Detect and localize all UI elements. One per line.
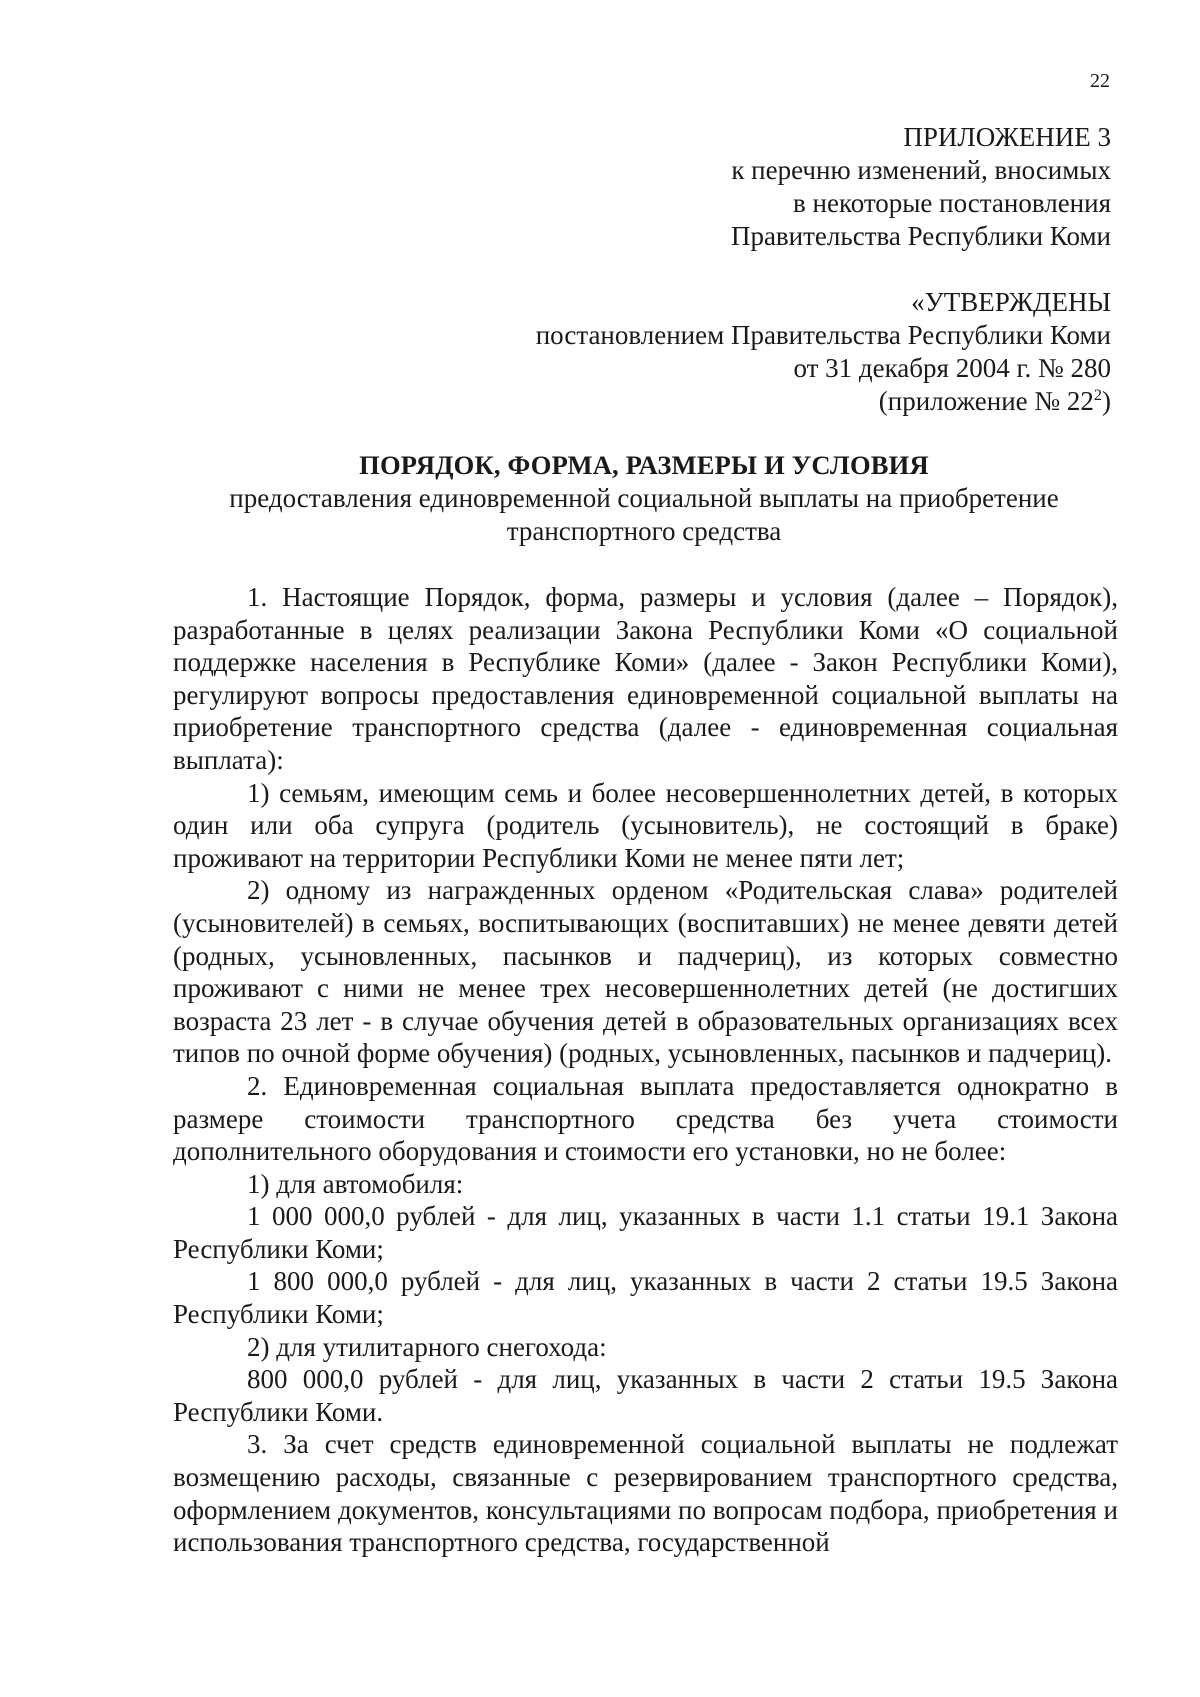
annex-line: к перечню изменений, вносимых [731,155,1111,185]
paragraph: 3. За счет средств единовременной социальной выплаты не подлежат возмещению расходы, связанные с резервированием транспортного средства, оформлением документов, консультациями по вопросам подбора, приобретения и использования транспортного средства, государственной [173,1429,1118,1558]
document-title-block [170,449,1118,548]
document-subtitle: предоставления единовременной социальной выплаты на приобретение [229,483,1059,513]
paragraph: 1) семьям, имеющим семь и более несовершеннолетних детей, в которых один или оба супруга (родитель (усыновитель), не состоящий в браке) проживают на территории Республики Коми не менее пяти лет; [173,777,1118,873]
annex-line: Правительства Республики Коми [730,221,1111,251]
approval-line [536,385,1111,418]
annex-block [731,121,1111,253]
paragraph: 2) одному из награжденных орденом «Родительская слава» родителей (усыновителей) в семьях, воспитывающих (воспитавших) не менее девяти детей (родных, усыновленных, пасынков и падчериц), из которых совместно проживают с ними не менее трех несовершеннолетних детей (не достигших возраста 23 лет - в случае обучения детей в образовательных организациях всех типов по очной форме обучения) (родных, усыновленных, пасынков и падчериц). [173,875,1118,1069]
paragraph: 1 000 000,0 рублей - для лиц, указанных в части 1.1 статьи 19.1 Закона Республики Коми; [173,1201,1118,1264]
approval-block [536,286,1111,418]
approval-line: постановлением Правительства Республики Коми [535,320,1111,350]
document-body [173,581,1118,1559]
annex-title: ПРИЛОЖЕНИЕ 3 [903,122,1111,152]
document-subtitle: транспортного средства [506,516,782,546]
page-number: 22 [1090,70,1110,92]
approval-annex-close: ) [1102,386,1111,416]
approval-line: от 31 декабря 2004 г. № 280 [793,353,1111,383]
paragraph: 1. Настоящие Порядок, форма, размеры и условия (далее – Порядок), разработанные в целях реализации Закона Республики Коми «О социальной поддержке населения в Республике Коми» (далее - Закон Республики Коми), регулируют вопросы предоставления единовременной социальной выплаты на приобретение транспортного средства (далее - единовременная социальная выплата): [173,582,1118,775]
annex-line: в некоторые постановления [793,188,1111,218]
paragraph: 1) для автомобиля: [247,1168,464,1199]
paragraph: 2) для утилитарного снегохода: [247,1331,607,1362]
approval-title: «УТВЕРЖДЕНЫ [911,287,1111,317]
paragraph: 800 000,0 рублей - для лиц, указанных в части 2 статьи 19.5 Закона Республики Коми. [173,1364,1118,1427]
approval-annex-superscript: 2 [1093,386,1102,404]
approval-annex-ref: (приложение № 22 [878,386,1094,416]
paragraph: 2. Единовременная социальная выплата предоставляется однократно в размере стоимости транспортного средства без учета стоимости дополнительного оборудования и стоимости его установки, но не более: [173,1070,1118,1167]
document-title: ПОРЯДОК, ФОРМА, РАЗМЕРЫ И УСЛОВИЯ [359,450,929,480]
paragraph: 1 800 000,0 рублей - для лиц, указанных в части 2 статьи 19.5 Закона Республики Коми; [173,1266,1118,1330]
